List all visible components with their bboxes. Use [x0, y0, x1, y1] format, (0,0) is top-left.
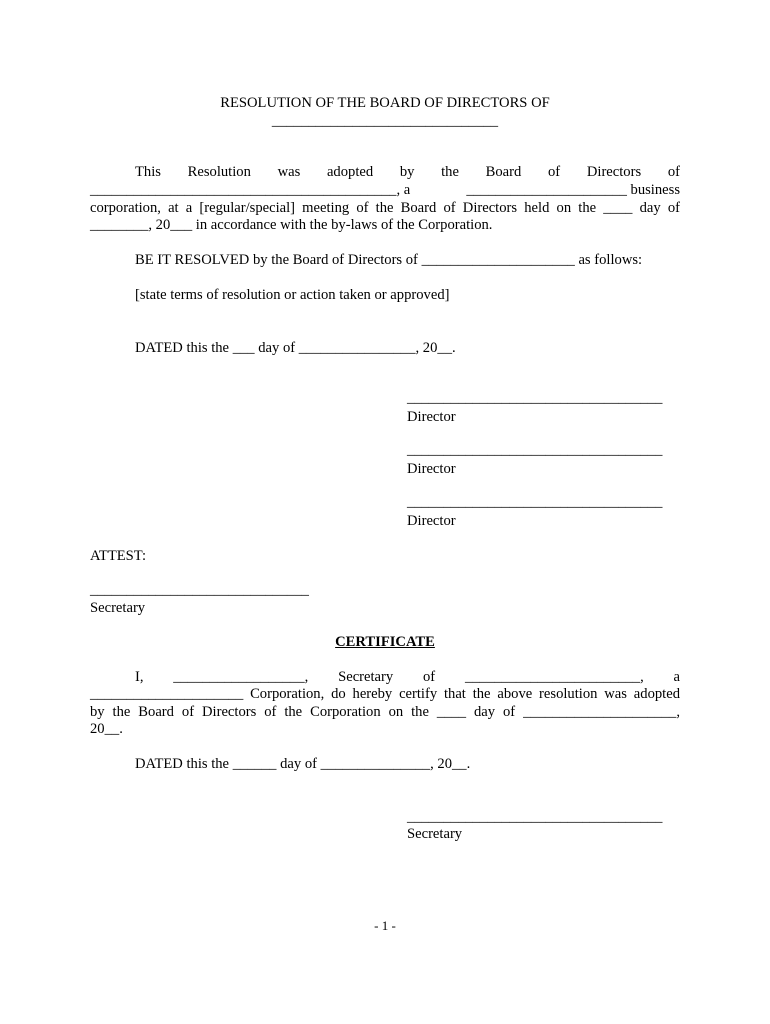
document-title: RESOLUTION OF THE BOARD OF DIRECTORS OF [220, 95, 550, 111]
certificate-secretary-label: Secretary [407, 826, 463, 842]
dated-line: DATED this the ___ day of ________________, 20__. [135, 340, 456, 356]
page-number: - 1 - [374, 918, 396, 933]
title-blank: _______________________________ [271, 113, 499, 129]
resolved-paragraph: BE IT RESOLVED by the Board of Directors of _____________________ as follows: [135, 252, 643, 268]
attest-secretary-label: Secretary [90, 600, 146, 616]
director-label: Director [407, 409, 456, 425]
attest-label: ATTEST: [90, 548, 147, 564]
director-label: Director [407, 461, 456, 477]
certificate-heading: CERTIFICATE [335, 634, 435, 650]
intro-line-1: This Resolution was adopted by the Board of Directors of [135, 164, 680, 180]
certificate-line-1: I, __________________, Secretary of ________________________, a [135, 669, 680, 685]
director-signature-blank: ___________________________________ [407, 442, 663, 458]
resolution-terms: [state terms of resolution or action taken or approved] [135, 287, 450, 303]
certificate-dated-line: DATED this the ______ day of _______________, 20__. [135, 756, 471, 772]
director-signature-blank: ___________________________________ [407, 390, 663, 406]
intro-line-3: corporation, at a [regular/special] meeting of the Board of Directors held on the ____ day of [90, 200, 680, 216]
intro-corp-name-blank: __________________________________________, a [90, 182, 411, 198]
attest-signature-blank: ______________________________ [90, 582, 309, 598]
director-signature-blank: ___________________________________ [407, 494, 663, 510]
certificate-line-3: by the Board of Directors of the Corporation on the ____ day of _____________________, [90, 704, 680, 720]
director-label: Director [407, 513, 456, 529]
intro-line-4: ________, 20___ in accordance with the by-laws of the Corporation. [90, 217, 493, 233]
certificate-line-4: 20__. [90, 721, 123, 737]
intro-line-2 [90, 182, 680, 200]
certificate-line-2: _____________________ Corporation, do hereby certify that the above resolution was adopted [90, 686, 680, 702]
certificate-signature-blank: ___________________________________ [407, 809, 663, 825]
intro-business-blank: ______________________ business [466, 182, 680, 198]
